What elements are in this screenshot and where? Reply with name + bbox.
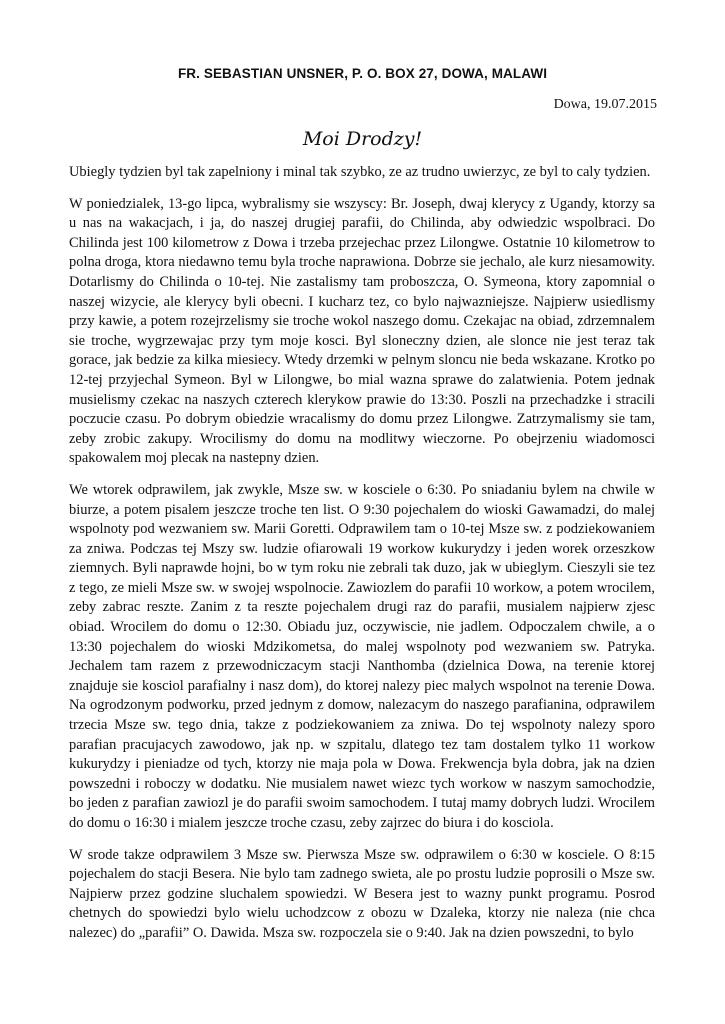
paragraph-intro: Ubiegly tydzien byl tak zapelniony i minal tak szybko, ze az trudno uwierzyc, ze byl to caly tydzien. (69, 164, 651, 180)
paragraph-tuesday: We wtorek odprawilem, jak zwykle, Msze sw. w kosciele o 6:30. Po sniadaniu bylem na chwile w biurze, a potem pisalem jeszcze troche ten list. O 9:30 pojechalem do wioski Gawamadzi, do malej wspolnoty pod wezwaniem sw. Marii Goretti. Odprawilem tam o 10-tej Msze sw. z podziekowaniem za zniwa. Podczas tej Mszy sw. ludzie ofiarowali 19 workow kukurydzy i jeden worek orzeszkow ziemnych. Byli naprawde hojni, bo w tym roku nie zebrali tak duzo, jak w ubieglym. Cieszyli sie tez z tego, ze mieli Msze sw. w swojej wspolnocie. Zawiozlem do parafii 10 workow, a potem wrocilem, zeby zabrac reszte. Zanim z ta reszte pojechalem drugi raz do parafii, musialem najpierw zjesc obiad. Wrocilem do domu o 12:30. Obiadu juz, oczywiscie, nie jadlem. Odpoczalem chwile, a o 13:30 pojechalem do wioski Mdzikometsa, do malej wspolnoty pod wezwaniem sw. Patryka. Jechalem tam razem z przewodniczacym stacji Nanthomba (dzielnica Dowa, na terenie ktorej znajduje sie kosciol parafialny i nasz dom), do ktorej nalezy piec malych wspolnot na terenie Dowa. Na ogrodzonym podworku, przed jednym z domow, nalezacym do naszego parafianina, odprawilem trzecia Msze sw. tego dnia, takze z podziekowaniem za zniwa. Do tej wspolnoty nalezy sporo parafian pracujacych zawodowo, jak np. w szpitalu, dlatego tez tam dostalem tylko 11 workow kukurydzy i pieniadze od tych, ktorzy nie maja pola w Dowa. Frekwencja byla dobra, jak na dzien powszedni i roboczy w dodatku. Nie musialem nawet wiezc tych workow w naszym samochodzie, bo jeden z parafian zawiozl je do parafii swoim samochodem. I tutaj mamy dobrych ludzi. Wrocilem do domu o 16:30 i mialem jeszcze troche czasu, zeby zajrzec do biura i do kosciola. (69, 481, 655, 831)
letter-date: Dowa, 19.07.2015 (553, 97, 657, 112)
paragraph-wednesday: W srode takze odprawilem 3 Msze sw. Pierwsza Msze sw. odprawilem o 6:30 w kosciele. O 8:15 pojechalem do stacji Besera. Nie bylo tam zadnego swieta, ale po prostu ludzie poprosili o Msze sw. Najpierw przez godzine sluchalem spowiedzi. W Besera jest to wazny punkt programu. Posrod chetnych do spowiedzi bylo wielu uchodzcow z obozu w Dzaleka, ktorzy nie naleza (nie chca nalezec) do „parafii” O. Dawida. Msza sw. rozpoczela sie o 9:40. Jak na dzien powszedni, to bylo (69, 846, 655, 941)
letter-body (69, 163, 655, 956)
letter-greeting: Moi Drodzy! (302, 128, 423, 150)
letter-header: FR. SEBASTIAN UNSNER, P. O. BOX 27, DOWA, MALAWI (177, 66, 548, 81)
paragraph-monday: W poniedzialek, 13-go lipca, wybralismy sie wszyscy: Br. Joseph, dwaj klerycy z Ugandy, ktorzy sa u nas na wakacjach, i ja, do naszej drugiej parafii, do Chilinda, aby odwiedzic wspolbraci. Do Chilinda jest 100 kilometrow z Dowa i trzeba przejechac przez Lilongwe. Ostatnie 10 kilometrow to polna droga, ktora niedawno temu byla troche naprawiona. Dobrze sie jechalo, ale kurz niesamowity. Dotarlismy do Chilinda o 10-tej. Nie zastalismy tam proboszcza, O. Symeona, ktory zapomnial o naszej wizycie, ale klerycy byli obecni. I kucharz tez, co bylo najwazniejsze. Najpierw usiedlismy przy kawie, a potem rozejrzelismy sie troche wokol naszego domu. Czekajac na obiad, zdrzemnalem sie troche, wygrzewajac przy tym moje kosci. Byl sloneczny dzien, ale slonce nie jest teraz tak gorace, jak bedzie za kilka miesiecy. Wtedy drzemki w pelnym sloncu nie beda wskazane. Krotko po 12-tej przyjechal Symeon. Byl w Lilongwe, bo mial wazna sprawe do zalatwienia. Potem jednak musielismy czekac na naszych czterech klerykow prawie do 13:30. Poszli na przechadzke i stracili poczucie czasu. Po dobrym obiedzie wracalismy do domu przez Lilongwe. Zatrzymalismy sie tam, zeby zrobic zakupy. Wrocilismy do domu na modlitwy wieczorne. Po obejrzeniu wiadomosci spakowalem moj plecak na nastepny dzien. (69, 195, 655, 467)
